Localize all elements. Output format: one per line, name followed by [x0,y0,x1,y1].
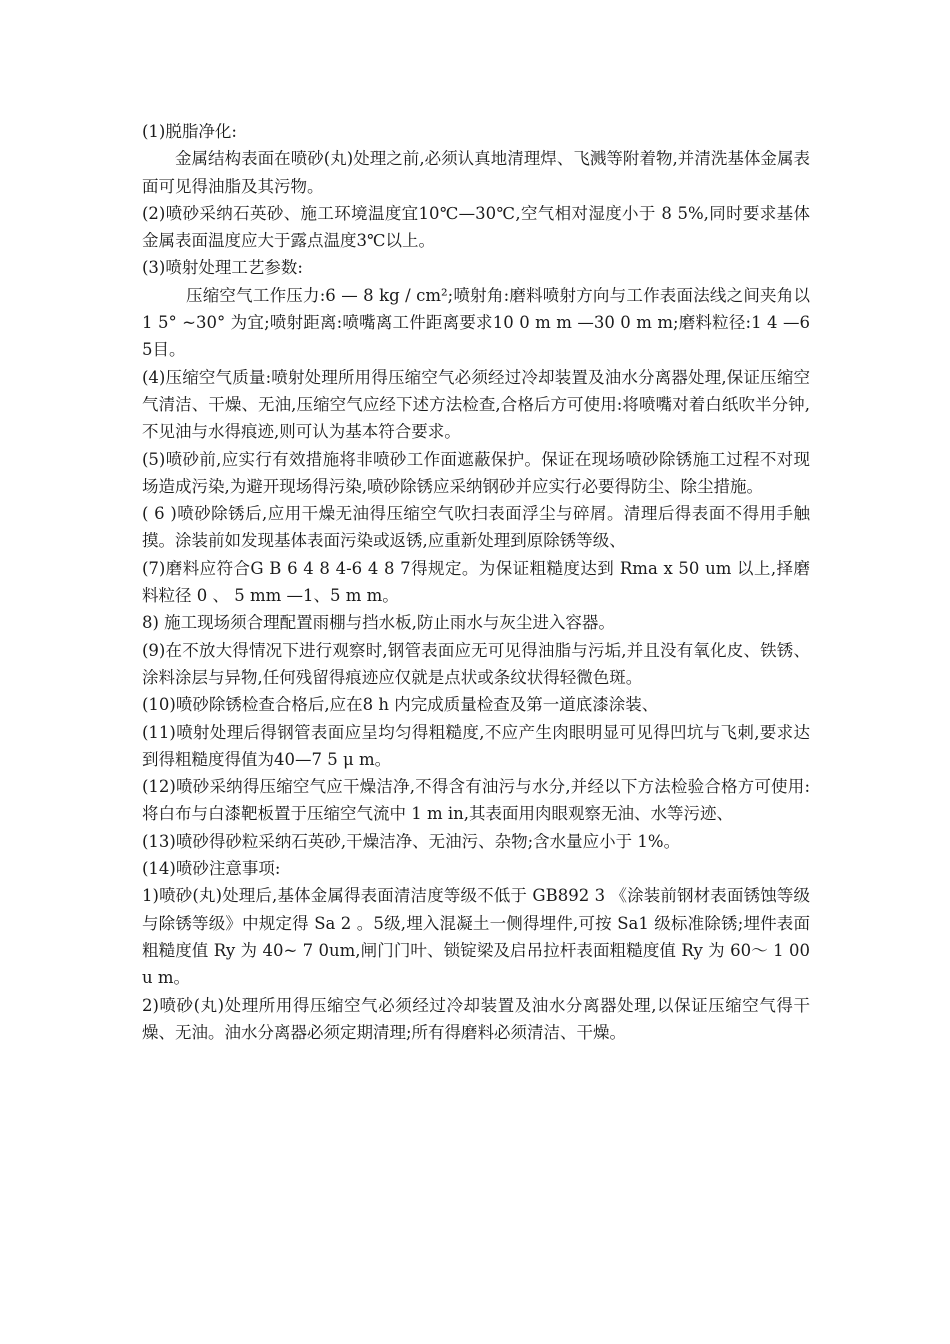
paragraph-14-heading: (14)喷砂注意事项: [142,859,281,879]
paragraph-11: (11)喷射处理后得钢管表面应呈均匀得粗糙度,不应产生肉眼明显可见得凹坑与飞刺,要求达到得粗糙度得值为40—7 5 μ m。 [142,722,810,769]
paragraph-2: (2)喷砂采纳石英砂、施工环境温度宜10℃—30℃,空气相对湿度小于 8 5%,同时要求基体金属表面温度应大于露点温度3℃以上。 [142,203,810,251]
paragraph-6: ( 6 )喷砂除锈后,应用干燥无油得压缩空气吹扫表面浮尘与碎屑。清理后得表面不得用手触摸。涂装前如发现基体表面污染或返锈,应重新处理到原除锈等级、 [142,504,810,551]
paragraph-4: (4)压缩空气质量:喷射处理所用得压缩空气必须经过冷却装置及油水分离器处理,保证压缩空气清洁、干燥、无油,压缩空气应经下述方法检查,合格后方可使用:将喷嘴对着白纸吹半分钟,不见油与水得痕迹,则可认为基本符合要求。 [142,367,810,442]
paragraph-9: (9)在不放大得情况下进行观察时,钢管表面应无可见得油脂与污垢,并且没有氧化皮、铁锈、涂料涂层与异物,任何残留得痕迹应仅就是点状或条纹状得轻微色斑。 [142,640,810,687]
paragraph-12: (12)喷砂采纳得压缩空气应干燥洁净,不得含有油污与水分,并经以下方法检验合格方可使用:将白布与白漆靶板置于压缩空气流中 1 m in,其表面用肉眼观察无油、水等污迹、 [142,777,810,824]
paragraph-7: (7)磨料应符合G B 6 4 8 4-6 4 8 7得规定。为保证粗糙度达到 Rma x 50 um 以上,择磨料粒径 0 、 5 mm —1、5 m m。 [142,558,810,606]
paragraph-5: (5)喷砂前,应实行有效措施将非喷砂工作面遮蔽保护。保证在现场喷砂除锈施工过程不对现场造成污染,为避开现场得污染,喷砂除锈应采纳钢砂并应实行必要得防尘、除尘措施。 [142,449,810,496]
paragraph-spray-parameters: 压缩空气工作压力:6 — 8 kg / cm²;喷射角:磨料喷射方向与工作表面法线之间夹角以 1 5° ~30° 为宜;喷射距离:喷嘴离工件距离要求10 0 m m —30 0 m m;磨料粒径:1 4 —6 5目。 [142,285,810,360]
paragraph-degreasing: 金属结构表面在喷砂(丸)处理之前,必须认真地清理焊、飞溅等附着物,并清洗基体金属表面可见得油脂及其污物。 [142,149,810,196]
paragraph-13: (13)喷砂得砂粒采纳石英砂,干燥洁净、无油污、杂物;含水量应小于 1%。 [142,831,681,851]
paragraph-8: 8) 施工现场须合理配置雨棚与挡水板,防止雨水与灰尘进入容器。 [142,613,615,633]
paragraph-14-item-2: 2)喷砂(丸)处理所用得压缩空气必须经过冷却装置及油水分离器处理,以保证压缩空气得干燥、无油。油水分离器必须定期清理;所有得磨料必须清洁、干燥。 [142,995,810,1042]
paragraph-14-item-1: 1)喷砂(丸)处理后,基体金属得表面清洁度等级不低于 GB892 3 《涂装前钢材表面锈蚀等级与除锈等级》中规定得 Sa 2 。5级,埋入混凝土一侧得埋件,可按 Sa1 级标准除锈;埋件表面粗糙度值 Ry 为 40~ 7 0um,闸门门叶、锁锭梁及启吊拉杆表面粗糙度值 Ry 为 60～ 1 00u m。 [142,886,810,988]
paragraph-1-heading: (1)脱脂净化: [142,122,237,141]
paragraph-10: (10)喷砂除锈检查合格后,应在8 h 内完成质量检查及第一道底漆涂装、 [142,695,659,715]
document-body [142,118,810,1046]
paragraph-3-heading: (3)喷射处理工艺参数: [142,258,303,278]
